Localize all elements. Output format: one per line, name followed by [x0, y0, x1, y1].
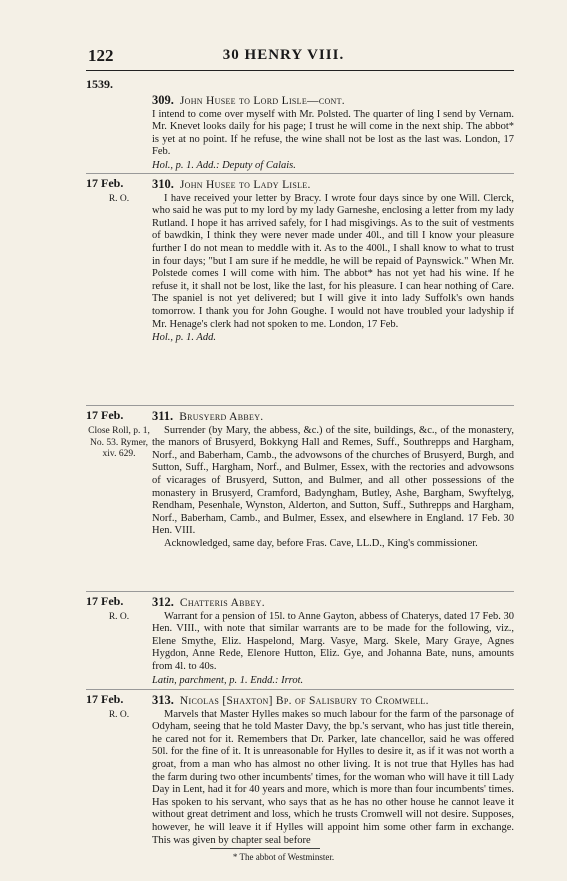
entry-divider — [86, 689, 514, 690]
entry-text: I intend to come over myself with Mr. Polsted. The quarter of ling I send by Vernam. Mr. Knevet looks daily for his page; I trust he will come in the next ship. The abbot* is yet at no point. If he refuse, the wine shall not be lost as the last was. London, 17 Feb. — [152, 108, 514, 158]
entry-text: I have received your letter by Bracy. I wrote four days since by one Will. Clerck, who said he was put to my lord by my lady Garneshe, enclosing a letter from my lady Rutland. I hope it has arrived safely, for I had misgivings. As to the suit of vestments of bawdkin, I think they were never made under 40l., and till I know your pleasure further I do not mean to meddle with it. As to the 400l., I shall know to what to trust in four days; "but I am sure if he meddle, he will be repaid of Paynswick." When Mr. Polstede comes I will come with him. The abbot* has not yet had his wine. If he refuse it, it shall not be lost, like the last, for his pleasure. I can hear nothing of Care. The spaniel is not yet delivered; but I will give it into lady Suffolk's own hands tomorrow. I thank you for John Goughe. I would not have troubled your ladyship if Mr. Henage's clerk had not spoken to me. London, 17 Feb. — [152, 192, 514, 330]
entry-310 — [152, 178, 514, 345]
entry-date: 17 Feb. — [86, 408, 124, 422]
entry-number: 309. — [152, 93, 174, 107]
entry-number: 311. — [152, 409, 174, 423]
entry-source: R. O. — [108, 194, 130, 204]
entry-meta: Hol., p. 1. Add. — [152, 332, 216, 344]
page-number: 122 — [88, 46, 114, 65]
entry-title: John Husee to Lord Lisle—cont. — [179, 95, 345, 107]
entry-meta: Latin, parchment, p. 1. Endd.: Irrot. — [152, 674, 304, 686]
header-rule — [86, 70, 514, 71]
footnote-rule — [210, 848, 320, 849]
entry-date: 17 Feb. — [86, 692, 124, 706]
entry-311 — [152, 410, 514, 551]
year-margin: 1539. — [86, 77, 113, 91]
entry-312 — [152, 596, 514, 687]
entry-text: Marvels that Master Hylles makes so much labour for the farm of the parsonage of Odyham, seeing that he told Master Davy, the bp.'s servant, who has just title therein, he cared not for it. Remembers that Dr. Parker, late chancellor, said he was offered 50l. for the fine of it. It is unreasonable for Hylles to desire it, as if it was not worth a groat, from a man who has almost no other living. It is not true that Hylles has had the farm during two other incumbents' times, for the woman who will have it till Lady Day in Lent, had it for 40 years and more, which is more than four incumbents' times. Has spoken to his servant, who says that as he has no other house he cannot leave it without great detriment and loss, which he trusts Cromwell will not desire. Supposes, however, he will leave it if Hylles will appoint him some other farm in exchange. This was given by chapter seal before — [152, 708, 514, 846]
entry-text: Warrant for a pension of 15l. to Anne Gayton, abbess of Chaterys, dated 17 Feb. 30 Hen. VIII., with note that similar warrants are to be made for the following, viz., Elene Smythe, Eliz. Haspelond, Marg. Vasye, Marg. Skele, Mary Graye, Agnes Hygdon, Anne Rede, Elenore Hutton, Eliz. Gye, and Johanna Bate, nuns, amounts from 4l. to 40s. — [152, 610, 514, 672]
footnote: * The abbot of Westminster. — [232, 852, 335, 862]
entry-number: 312. — [152, 595, 174, 609]
entry-divider — [86, 173, 514, 174]
entry-date: 17 Feb. — [86, 176, 124, 190]
entry-heading — [152, 596, 514, 610]
entry-divider — [86, 591, 514, 592]
entry-heading — [152, 694, 514, 708]
entry-text: Acknowledged, same day, before Fras. Cave, LL.D., King's commissioner. — [164, 537, 478, 549]
entry-313 — [152, 694, 514, 847]
entry-heading — [152, 178, 514, 192]
entry-text: Surrender (by Mary, the abbess, &c.) of the site, buildings, &c., of the monastery, the manors of Brusyerd, Bokkyng Hall and Remes, Suff., Southrepps and Hargham, Norf., and Baberham, Camb., the advowsons of the churches of Brusyerd, Burgh, and Sutton, Suff., Hargham, Norf., and Bulmer, Essex, with the rectories and advowsons of vicarages of Brusyerd, Sutton, and Bulmer, and all other possessions of the monastery in Brusyerd, Cramford, Badyngham, Butley, Ashe, Bargham, Swyftelyg, Rendham, Pesenhale, Wynston, Alderton, and Sutton, Suff., Suthrepps and Hargham, Norf., Baberham, Camb., and Bulmer, Essex, and elsewhere in England. 17 Feb. 30 Hen. VIII. — [152, 424, 514, 537]
running-title: 30 HENRY VIII. — [222, 47, 345, 63]
entry-309 — [152, 94, 514, 173]
entry-source: R. O. — [108, 612, 130, 622]
entry-title: Chatteris Abbey. — [179, 597, 265, 609]
entry-divider — [86, 405, 514, 406]
entry-date: 17 Feb. — [86, 594, 124, 608]
entry-title: Brusyerd Abbey. — [179, 411, 264, 423]
entry-title: John Husee to Lady Lisle. — [179, 179, 311, 191]
entry-source: R. O. — [108, 710, 130, 720]
running-header — [0, 46, 567, 66]
entry-heading — [152, 94, 514, 108]
entry-heading — [152, 410, 514, 424]
entry-title: Nicolas [Shaxton] Bp. of Salisbury to Cromwell. — [179, 695, 429, 707]
entry-source: Close Roll, p. 1, No. 53. Rymer, xiv. 629. — [88, 426, 150, 459]
entry-meta: Hol., p. 1. Add.: Deputy of Calais. — [152, 159, 296, 171]
entry-number: 310. — [152, 177, 174, 191]
entry-number: 313. — [152, 693, 174, 707]
